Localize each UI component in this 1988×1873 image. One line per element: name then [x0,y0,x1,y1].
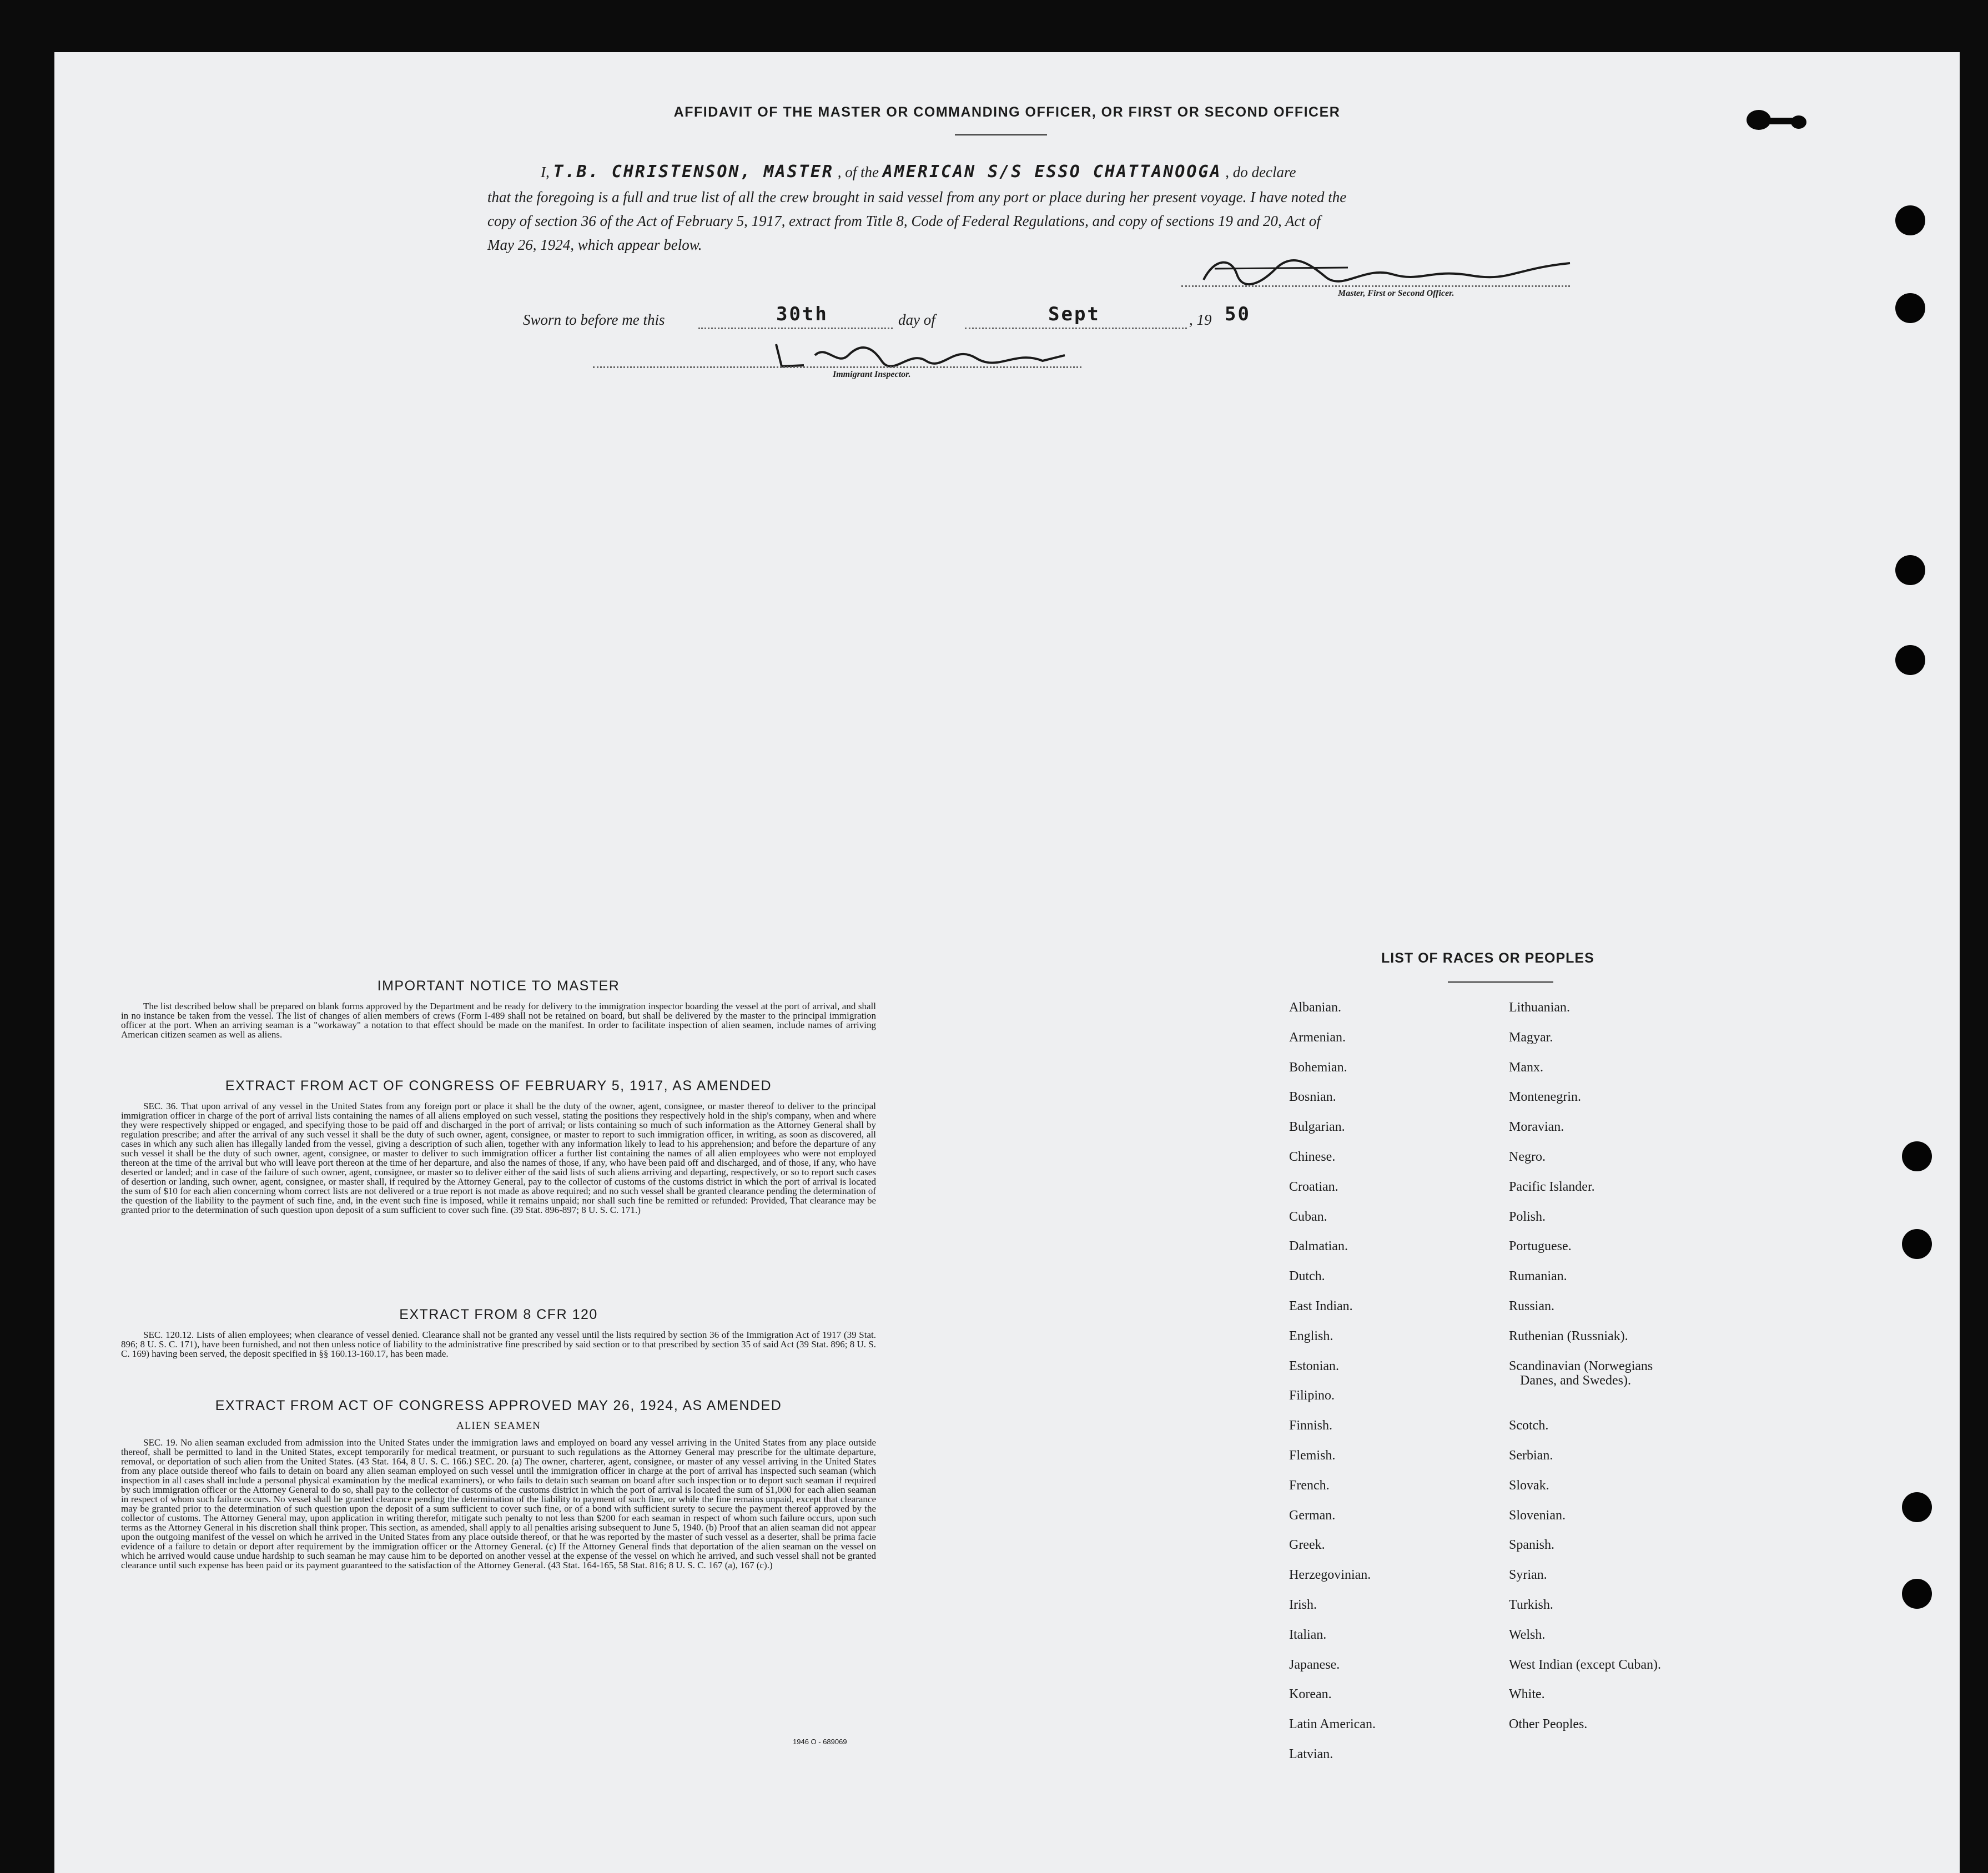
inspector-signature [765,333,1131,377]
binder-hole [1902,1229,1932,1259]
master-name-handwritten: T.B. CHRISTENSON, MASTER [553,162,834,182]
race-item: Montenegrin. [1509,1090,1581,1105]
race-item: Bulgarian. [1289,1120,1345,1135]
race-item: Danes, and Swedes). [1520,1373,1631,1388]
race-item: Italian. [1289,1627,1327,1642]
affidavit-title: AFFIDAVIT OF THE MASTER OR COMMANDING OFFICER, OR FIRST OR SECOND OFFICER [673,104,1341,120]
race-item: Welsh. [1509,1627,1546,1642]
clip-mark [1737,108,1814,141]
extract-1917-title: EXTRACT FROM ACT OF CONGRESS OF FEBRUARY 5, 1917, AS AMENDED [225,1078,772,1094]
race-item: Bosnian. [1289,1090,1336,1105]
race-item: German. [1289,1508,1336,1523]
race-item: Armenian. [1289,1030,1346,1045]
race-item: Dutch. [1289,1269,1325,1284]
extract-1924-title: EXTRACT FROM ACT OF CONGRESS APPROVED MAY 26, 1924, AS AMENDED [215,1398,782,1413]
race-item: Slovak. [1509,1478,1549,1493]
race-item: Portuguese. [1509,1239,1572,1254]
race-item: Russian. [1509,1299,1555,1313]
races-divider [1448,981,1553,983]
race-item: Dalmatian. [1289,1239,1348,1254]
race-item: Turkish. [1509,1598,1553,1612]
race-item: Greek. [1289,1538,1325,1553]
binder-hole [1902,1141,1932,1171]
race-item: Other Peoples. [1509,1717,1588,1732]
race-item: Spanish. [1509,1538,1555,1553]
race-item: English. [1289,1328,1333,1343]
race-item: Croatian. [1289,1179,1338,1194]
races-title: LIST OF RACES OR PEOPLES [1381,950,1594,966]
document-page [54,52,1960,1873]
day-of-label: day of [898,311,935,328]
sworn-day-line [698,328,893,329]
year-handwritten: 50 [1225,303,1251,325]
inspector-caption: Immigrant Inspector. [833,370,911,379]
notice-body: The list described below shall be prepared on blank forms approved by the Department and be ready for delivery to the immigration inspector boarding the vessel at the port of arrival, and shall in no instance be taken from the vessel. The list of changes of alien members of crews (Form I-489 shall not be retained on board, but shall be delivered by the master to the principal immigration officer at the port. When an arriving seaman is a "workaway" a notation to that effect should be made on the manifest. In order to facilitate inspection of alien seamen, include names of arriving American citizen seamen as well as aliens. [121,1001,876,1040]
race-item: Herzegovinian. [1289,1568,1371,1583]
race-item: Syrian. [1509,1568,1547,1583]
signature-caption: Master, First or Second Officer. [1338,289,1454,298]
i-prefix: I, [541,164,550,180]
sworn-day-handwritten: 30th [776,303,828,325]
declaration-line-1 [487,161,1598,183]
race-item: Latin American. [1289,1717,1376,1732]
race-item: Scandinavian (Norwegians [1509,1358,1653,1373]
sworn-month-line [965,328,1187,329]
race-item: Slovenian. [1509,1508,1566,1523]
race-item: Moravian. [1509,1120,1564,1135]
binder-hole [1895,293,1925,323]
declaration-line-4: May 26, 1924, which appear below. [487,236,702,253]
race-item: Bohemian. [1289,1060,1347,1075]
race-item: Magyar. [1509,1030,1553,1045]
race-item: Pacific Islander. [1509,1179,1595,1194]
race-item: East Indian. [1289,1299,1353,1313]
race-item: Negro. [1509,1150,1546,1164]
race-item: Flemish. [1289,1448,1336,1463]
extract-1917-body: SEC. 36. That upon arrival of any vessel in the United States from any foreign port or place it shall be the duty of the owner, agent, consignee, or master thereof to deliver to the principal immigration officer in charge of the port of arrival lists containing the names of all aliens employed on such vessel, stating the positions they respectively hold in the ship's company, when and where they were respectively shipped or engaged, and specifying those to be paid off and discharged in the port of arrival; or lists containing so much of such information as the Attorney General shall by regulation prescribe; and after the arrival of any such vessel it shall be the duty of such owner, agent, consignee, or master to report to such immigration officer, in writing, as soon as discovered, all cases in which any such alien has illegally landed from the vessel, giving a description of such alien, together with any information likely to lead to his apprehension; and before the departure of any such vessel it shall be the duty of such owner, agent, consignee, or master to deliver to such immigration officer a further list containing the names of all alien employees who were not employed thereon at the time of the arrival but who will leave port thereon at the time of her departure, and also the names of those, if any, who have been paid off and discharged, and of those, if any, who have deserted or landed; and in case of the failure of such owner, agent, consignee, or master so to deliver either of the said lists of such aliens arriving and departing, respectively, or so to report such cases of desertion or landing, such owner, agent, consignee, or master shall, if required by the Attorney General, pay to the collector of customs of the customs district in which the port of arrival is located the sum of $10 for each alien concerning whom correct lists are not delivered or a true report is not made as above required; and no such vessel shall be granted clearance pending the determination of the question of the liability to the payment of such fine, and, in the event such fine is imposed, while it remains unpaid; nor shall such fine be remitted or refunded: Provided, That clearance may be granted prior to the determination of such question upon deposit of a sum sufficient to cover such fine. (39 Stat. 896-897; 8 U. S. C. 171.) [121,1101,876,1215]
vessel-name-handwritten: AMERICAN S/S ESSO CHATTANOOGA [882,162,1222,182]
binder-hole [1895,555,1925,585]
race-item: White. [1509,1687,1545,1702]
race-item: Rumanian. [1509,1269,1567,1284]
sworn-label: Sworn to before me this [523,311,665,328]
race-item: Albanian. [1289,1000,1341,1015]
binder-hole [1902,1579,1932,1609]
race-item: Scotch. [1509,1418,1549,1433]
race-item: Lithuanian. [1509,1000,1570,1015]
sworn-month-handwritten: Sept [1048,303,1100,325]
race-item: Korean. [1289,1687,1332,1702]
signature-line [1181,285,1570,287]
extract-1924-subtitle: ALIEN SEAMEN [456,1420,541,1432]
declaration-line-2: that the foregoing is a full and true list of all the crew brought in said vessel from any port or place during her present voyage. I have noted the [487,189,1347,205]
print-code: 1946 O - 689069 [793,1738,847,1746]
race-item: Finnish. [1289,1418,1333,1433]
race-item: West Indian (except Cuban). [1509,1657,1661,1672]
extract-1924-body: SEC. 19. No alien seaman excluded from admission into the United States under the immigration laws and employed on board any vessel arriving in the United States from any place outside thereof, shall be permitted to land in the United States, except temporarily for medical treatment, or pursuant to such regulations as the Attorney General may prescribe for the ultimate departure, removal, or deportation of such alien from the United States. (43 Stat. 164, 8 U. S. C. 166.) SEC. 20. (a) The owner, charterer, agent, consignee, or master of any vessel arriving in the United States from any place outside thereof who fails to detain on board any alien seaman employed on such vessel until the immigration officer in charge at the port of arrival has inspected such seaman (which inspection in all cases shall include a personal physical examination by the medical examiners), or who fails to detain such seaman on board after such inspection or to deport such seaman if required by such immigration officer or the Attorney General to do so, shall pay to the collector of customs of the customs district in which the port of arrival is located the sum of $1,000 for each alien seaman in respect of whom such failure occurs. No vessel shall be granted clearance pending the determination of the liability to payment of such fine, or while the fine remains unpaid, except that clearance may be granted prior to the determination of such question upon the deposit of a sum sufficient to cover such fine, or of a bond with sufficient surety to secure the payment thereof approved by the collector of customs. The Attorney General may, upon application in writing therefor, mitigate such penalty to not less than $200 for each seaman in respect of whom such failure occurs, upon such terms as the Attorney General in his discretion shall think proper. This section, as amended, shall apply to all penalties arising subsequent to June 5, 1940. (b) Proof that an alien seaman did not appear upon the outgoing manifest of the vessel on which he arrived in the United States from any place outside thereof, or that he was reported by the master of such vessel as a deserter, shall be prima facie evidence of a failure to detain or deport after requirement by the immigration officer or the Attorney General. (c) If the Attorney General finds that deportation of the alien seaman on the vessel on which he arrived would cause undue hardship to such seaman he may cause him to be deported on another vessel at the expense of the vessel on which he arrived, and such vessel shall not be granted clearance until such expense has been paid or its payment guaranteed to the satisfaction of the Attorney General. (43 Stat. 164-165, 58 Stat. 816; 8 U. S. C. 167 (a), 167 (c).) [121,1437,876,1570]
race-item: Irish. [1289,1598,1317,1612]
binder-hole [1895,645,1925,675]
inspector-line [593,366,1081,368]
race-item: Estonian. [1289,1358,1339,1373]
race-item: Serbian. [1509,1448,1553,1463]
race-item: Polish. [1509,1209,1546,1224]
extract-cfr-body: SEC. 120.12. Lists of alien employees; when clearance of vessel denied. Clearance shall not be granted any vessel until the lists required by section 36 of the Immigration Act of 1917 (39 Stat. 896; 8 U. S. C. 171), have been furnished, and not then unless notice of liability to the administrative fine prescribed by said section or to that prescribed by section 35 of said Act (39 Stat. 896; 8 U. S. C. 169) having been served, the deposit specified in §§ 160.13-160.17, has been made. [121,1330,876,1359]
title-divider [955,134,1047,135]
extract-cfr-title: EXTRACT FROM 8 CFR 120 [399,1307,598,1322]
year-prefix: , 19 [1189,311,1212,328]
race-item: Japanese. [1289,1657,1340,1672]
binder-hole [1895,205,1925,235]
notice-title: IMPORTANT NOTICE TO MASTER [377,978,620,994]
race-item: Manx. [1509,1060,1543,1075]
race-item: Cuban. [1289,1209,1327,1224]
race-item: Latvian. [1289,1747,1333,1761]
race-item: Chinese. [1289,1150,1336,1164]
race-item: Ruthenian (Russniak). [1509,1328,1628,1343]
declaration-line-3: copy of section 36 of the Act of February 5, 1917, extract from Title 8, Code of Federal Regulations, and copy of sections 19 and 20, Act of [487,213,1321,229]
binder-hole [1902,1492,1932,1522]
do-declare-label: , do declare [1225,164,1296,180]
of-the-label: , of the [837,164,879,180]
race-item: Filipino. [1289,1388,1335,1403]
race-item: French. [1289,1478,1330,1493]
